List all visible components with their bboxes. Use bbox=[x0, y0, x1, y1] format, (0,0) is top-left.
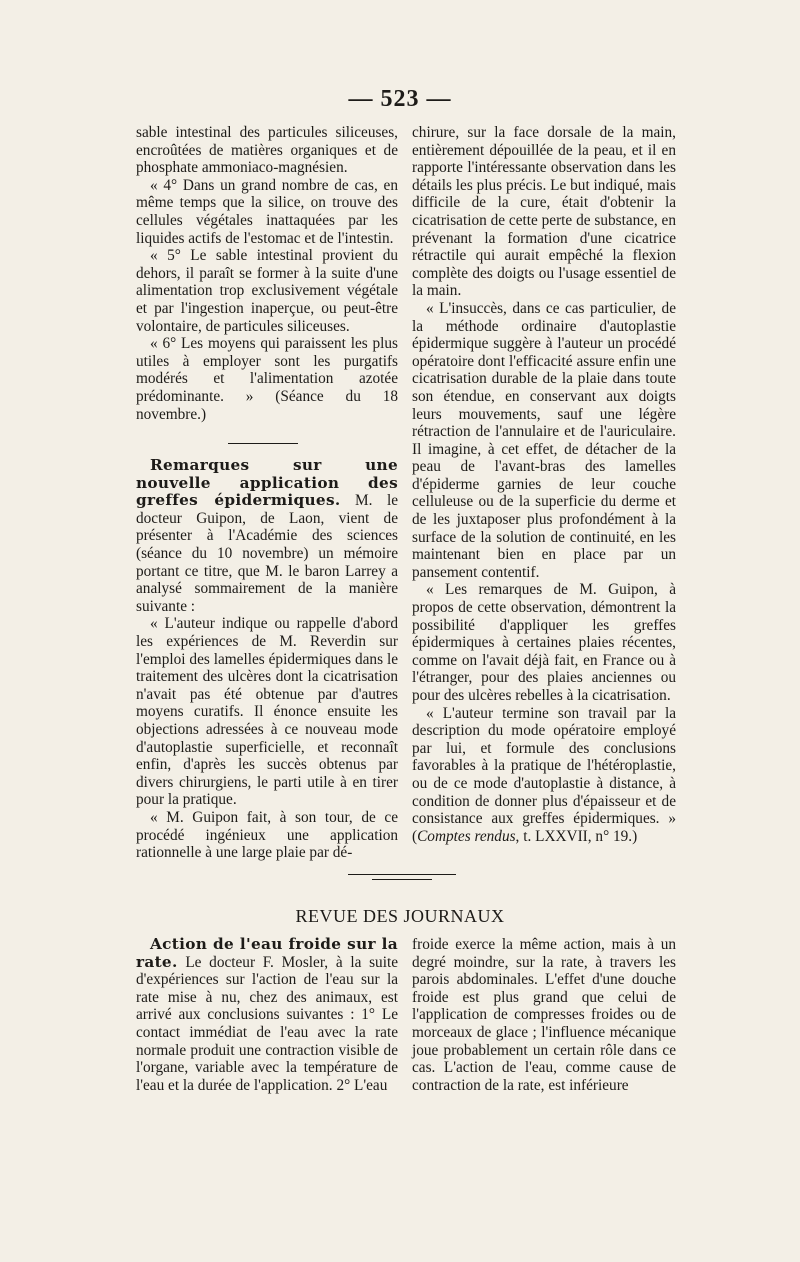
paragraph: sable intestinal des particules siliceuses, encroûtées de matières organiques et de phosphate ammoniaco-magnésien. bbox=[136, 124, 398, 177]
article-action-eau bbox=[136, 936, 398, 1094]
paragraph: « 6° Les moyens qui paraissent les plus utiles à employer sont les purgatifs modérés et l'alimentation azotée prédominante. » (Séance du 18 novembre.) bbox=[136, 335, 398, 423]
paragraph: froide exerce la même action, mais à un degré moindre, sur la rate, à travers les parois abdominales. L'effet d'une douche froide est plus grand que celui de l'application de compresses froides ou de morceaux de glace ; l'influence mécanique joue probablement un certain rôle dans ce cas. L'action de l'eau, comme cause de contraction de la rate, est inférieure bbox=[412, 936, 676, 1094]
right-column-top bbox=[412, 124, 676, 845]
paragraph: « 5° Le sable intestinal provient du dehors, il paraît se former à la suite d'une alimentation trop exclusivement végétale et par l'ingestion inaperçue, ou peut-être volontaire, de particules siliceuses. bbox=[136, 247, 398, 335]
paragraph: chirure, sur la face dorsale de la main, entièrement dépouillée de la peau, et il en rapporte l'intéressante observation dans les détails les plus précis. Le but indiqué, mais difficile de la cure, était d'obtenir la cicatrisation de cette perte de substance, en prévenant la formation d'une cicatrice rétractile qui aurait empêché la flexion complète des doigts ou l'usage essentiel de la main. bbox=[412, 124, 676, 300]
left-column-top bbox=[136, 124, 398, 862]
article-text: Le docteur F. Mosler, à la suite d'expériences sur l'action de l'eau sur la rate mise à nu, chez des animaux, est arrivé aux conclusions suivantes : 1° Le contact immédiat de l'eau avec la rate normale produit une contraction visible de l'organe, variable avec la température de l'eau et la durée de l'application. 2° L'eau bbox=[136, 953, 398, 1094]
paragraph-with-citation bbox=[412, 705, 676, 846]
paragraph: « L'auteur termine son travail par la description du mode opératoire employé par lui, et formule des conclusions favorables à la pratique de l'hétéroplastie, ou de ce mode d'autoplastie à distance, à condition de donner plus d'épaisseur et de consistance aux greffes épidermiques. » ( bbox=[412, 704, 676, 845]
article-intro: M. le docteur Guipon, de Laon, vient de présenter à l'Académie des sciences (séance du 10 novembre) un mémoire portant ce titre, que M. le baron Larrey a analysé sommairement de la manière suivante : bbox=[136, 492, 398, 615]
section-rule-short bbox=[372, 879, 432, 880]
paragraph: « L'insuccès, dans ce cas particulier, de la méthode ordinaire d'autoplastie épidermique suggère à l'auteur un procédé opératoire dont l'efficacité assure enfin une cicatrisation durable de la plaie dans toute son étendue, en conservant aux doigts leurs mouvements, sauf une légère rétraction de l'annulaire et de l'auriculaire. Il imagine, à cet effet, de détacher de la peau de l'avant-bras des lamelles d'épiderme garnies de leur couche celluleuse ou de la superficie du derme et de les juxtaposer plus profondément à la surface de la solution de continuité, en les maintenant bien en place par un pansement contentif. bbox=[412, 299, 676, 581]
paragraph: « 4° Dans un grand nombre de cas, en même temps que la silice, on trouve des cellules végétales inattaquées par les liquides actifs de l'estomac et de l'intestin. bbox=[136, 176, 398, 247]
spacer bbox=[136, 423, 398, 457]
left-column-bottom bbox=[136, 936, 398, 1094]
right-column-bottom bbox=[412, 936, 676, 1094]
section-rule bbox=[348, 874, 456, 875]
paragraph: « Les remarques de M. Guipon, à propos de cette observation, démontrent la possibilité d'appliquer les greffes épidermiques à certaines plaies récentes, comme on l'avait déjà fait, en France ou à l'étranger, pour des plaies anciennes ou pour des ulcères rebelles à la cicatrisation. bbox=[412, 581, 676, 704]
paragraph: « L'auteur indique ou rappelle d'abord les expériences de M. Reverdin sur l'emploi des lamelles épidermiques dans le traitement des ulcères dont la cicatrisation n'avait pas été obtenue par d'autres moyens curatifs. Il énonce ensuite les objections adressées à ce nouveau mode d'autoplastie superficielle, et reconnaît enfin, d'après les succès obtenus par divers chirurgiens, le parti utile à en tirer pour la pratique. bbox=[136, 615, 398, 809]
article-heading: Remarques sur une nouvelle application des greffes épidermiques. bbox=[136, 456, 398, 510]
article-remarques bbox=[136, 457, 398, 615]
separator-rule bbox=[228, 443, 298, 444]
citation-title: Comptes rendus bbox=[417, 827, 516, 845]
citation-ref: , t. LXXVII, n° 19.) bbox=[515, 827, 638, 845]
article-heading: Action de l'eau froide sur la rate. bbox=[136, 935, 398, 971]
page-number: — 523 — bbox=[348, 86, 452, 112]
paragraph: « M. Guipon fait, à son tour, de ce procédé ingénieux une application rationnelle à une large plaie par dé- bbox=[136, 808, 398, 862]
section-title: REVUE DES JOURNAUX bbox=[295, 906, 505, 926]
